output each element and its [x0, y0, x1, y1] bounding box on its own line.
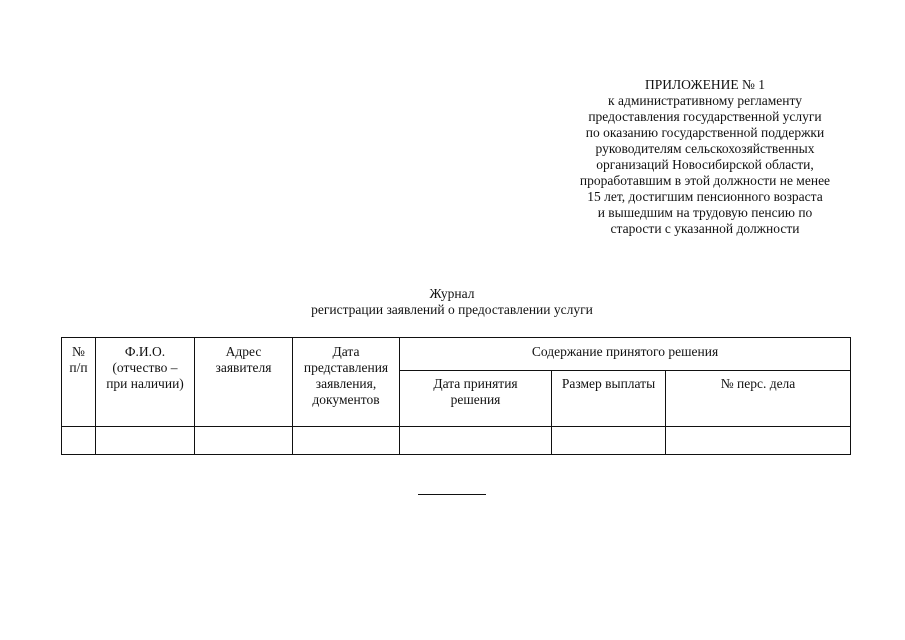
header-decision-group: Содержание принятого решения: [400, 338, 851, 371]
appendix-line: и вышедшим на трудовую пенсию по: [597, 205, 813, 220]
registration-table: [61, 337, 851, 455]
appendix-line: руководителям сельскохозяйственных: [595, 141, 815, 156]
appendix-line: к административному регламенту: [608, 93, 802, 108]
table-cell: [62, 427, 96, 455]
table-cell: [195, 427, 293, 455]
appendix-title: ПРИЛОЖЕНИЕ № 1: [644, 77, 766, 92]
appendix-line: старости с указанной должности: [610, 221, 800, 236]
header-num: № п/п: [62, 338, 96, 427]
table-cell: [293, 427, 400, 455]
appendix-line: 15 лет, достигшим пенсионного возраста: [587, 189, 823, 204]
header-decision-date: Дата принятия решения: [400, 371, 552, 427]
journal-subtitle: регистрации заявлений о предоставлении услуги: [311, 302, 593, 317]
header-case-num: № перс. дела: [666, 371, 851, 427]
end-rule: [418, 494, 486, 495]
header-fio: Ф.И.О. (отчество – при наличии): [96, 338, 195, 427]
appendix-line: предоставления государственной услуги: [588, 109, 822, 124]
appendix-line: проработавшим в этой должности не менее: [579, 173, 831, 188]
appendix-line: по оказанию государственной поддержки: [585, 125, 825, 140]
header-address: Адрес заявителя: [195, 338, 293, 427]
appendix-block: [540, 77, 870, 237]
journal-heading: [150, 286, 754, 318]
table-cell: [666, 427, 851, 455]
table-cell: [96, 427, 195, 455]
table-row: [62, 427, 851, 455]
header-payment: Размер выплаты: [552, 371, 666, 427]
table-cell: [552, 427, 666, 455]
table-cell: [400, 427, 552, 455]
journal-title: Журнал: [429, 286, 475, 301]
appendix-line: организаций Новосибирской области,: [596, 157, 814, 172]
header-date: Дата представления заявления, документов: [293, 338, 400, 427]
